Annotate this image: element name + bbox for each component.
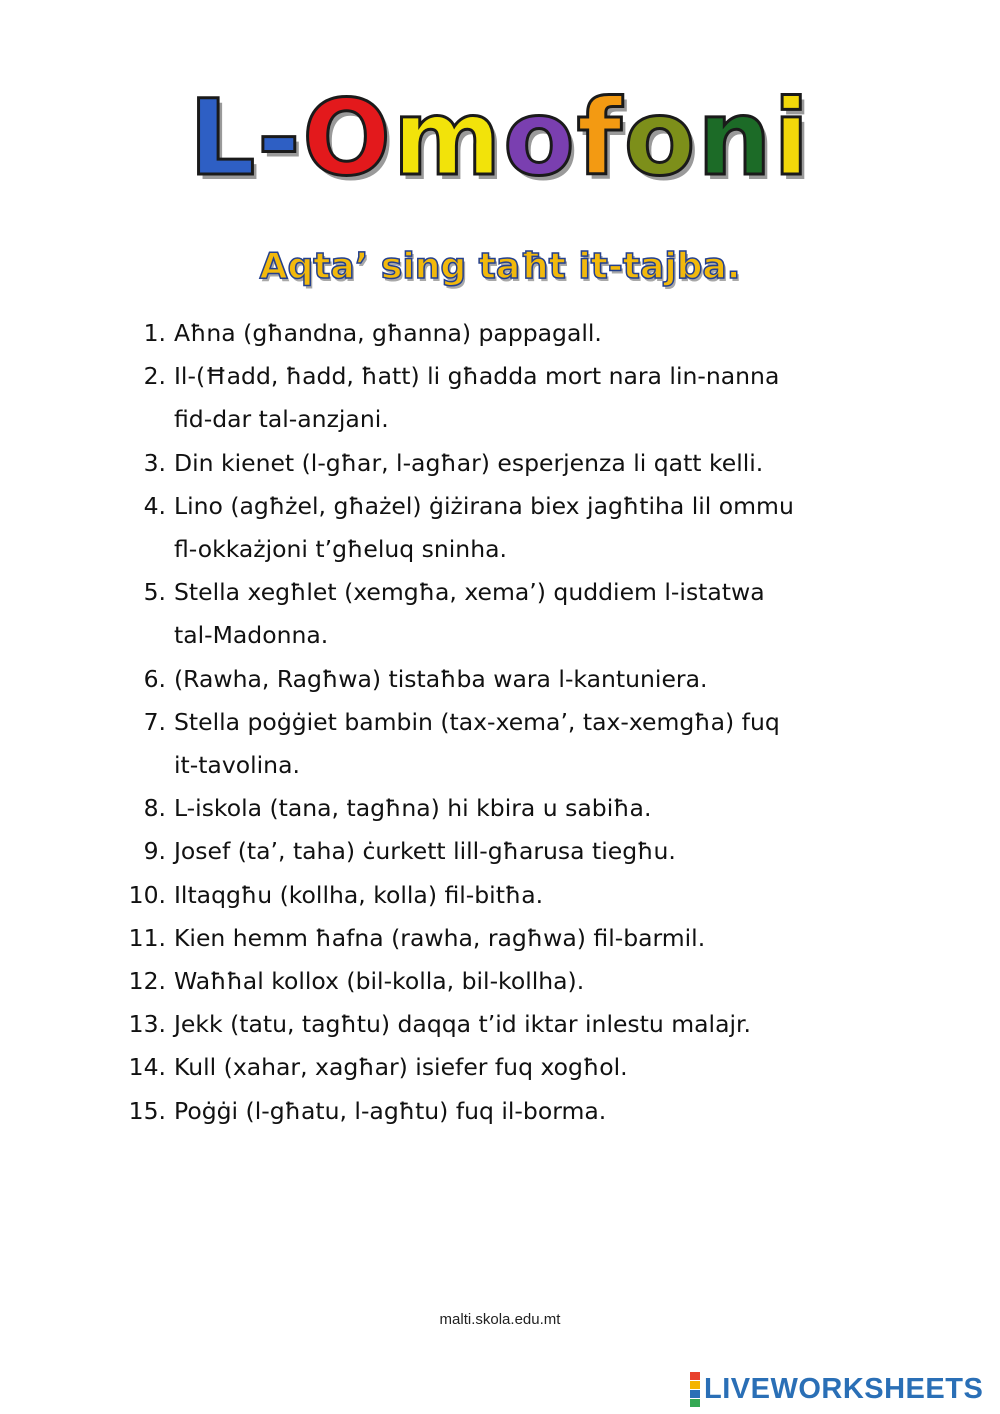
item-text: Lino (agħżel, għażel) ġiżirana biex jagħtiha lil ommu <box>174 491 794 520</box>
item-text: Aħna (għandna, għanna) pappagall. <box>174 319 602 347</box>
item-number: 13. <box>128 1010 166 1039</box>
exercise-item <box>118 1003 878 1046</box>
item-number: 1. <box>143 319 166 347</box>
item-number: 2. <box>143 362 166 391</box>
item-text: Stella xegħlet (xemgħa, xema’) quddiem l-istatwa <box>174 578 765 607</box>
item-text: Kien hemm ħafna (rawha, ragħwa) fil-barmil. <box>174 923 706 952</box>
item-number: 11. <box>128 923 166 952</box>
title-letter: f <box>576 77 624 199</box>
item-text: L-iskola (tana, tagħna) hi kbira u sabiħa. <box>174 794 652 823</box>
exercise-item <box>118 658 878 701</box>
exercise-item <box>118 485 878 528</box>
title-letter: m <box>392 77 504 199</box>
item-text: it-tavolina. <box>174 751 300 780</box>
exercise-item <box>118 960 878 1003</box>
title-letter: o <box>503 77 577 199</box>
liveworksheets-text: LIVEWORKSHEETS <box>704 1372 984 1405</box>
instruction-subtitle: Aqta’ sing taħt it-tajba. <box>259 246 741 287</box>
item-number: 12. <box>128 967 166 996</box>
title-letter: - <box>257 77 303 199</box>
exercise-item-continuation <box>118 614 878 657</box>
logo-square <box>690 1390 700 1398</box>
exercise-item <box>118 312 878 355</box>
exercise-item-continuation <box>118 744 878 787</box>
item-text: (Rawha, Ragħwa) tistaħba wara l-kantuniera. <box>174 664 708 693</box>
item-number: 15. <box>128 1096 166 1125</box>
item-number: 4. <box>143 491 166 520</box>
item-text: Iltaqgħu (kollha, kolla) fil-bitħa. <box>174 880 544 909</box>
exercise-item <box>118 1090 878 1133</box>
item-text: Stella poġġiet bambin (tax-xema’, tax-xemgħa) fuq <box>174 707 780 736</box>
item-number: 10. <box>128 880 166 909</box>
logo-square <box>690 1372 700 1380</box>
exercise-item <box>118 830 878 873</box>
liveworksheets-logo[interactable] <box>690 1372 983 1406</box>
title-letter: L <box>188 77 258 199</box>
item-number: 7. <box>143 707 166 736</box>
item-number: 9. <box>143 837 166 866</box>
exercise-item <box>118 571 878 614</box>
item-number: 6. <box>143 664 166 693</box>
item-text: Il-(Ħadd, ħadd, ħatt) li għadda mort nara lin-nanna <box>174 362 780 391</box>
title-letter: o <box>623 77 698 199</box>
exercise-item <box>118 874 878 917</box>
logo-square <box>690 1399 700 1407</box>
item-text: Din kienet (l-għar, l-agħar) esperjenza li qatt kelli. <box>174 448 764 477</box>
item-text: Josef (ta’, taha) ċurkett lill-għarusa tiegħu. <box>174 837 676 866</box>
exercise-item <box>118 787 878 830</box>
item-text: Jekk (tatu, tagħtu) daqqa t’id iktar inlestu malajr. <box>174 1010 751 1039</box>
exercise-item <box>118 701 878 744</box>
page-title <box>0 78 1000 198</box>
item-number: 3. <box>143 448 166 477</box>
footer-source: malti.skola.edu.mt <box>439 1311 561 1328</box>
item-text: tal-Madonna. <box>174 621 329 650</box>
title-letter: O <box>302 77 393 199</box>
exercise-item-continuation <box>118 398 878 441</box>
item-text: fl-okkażjoni t’għeluq sninha. <box>174 535 507 564</box>
exercise-item <box>118 1046 878 1089</box>
logo-square <box>690 1381 700 1389</box>
item-number: 14. <box>128 1053 166 1082</box>
item-text: fid-dar tal-anzjani. <box>174 405 389 434</box>
exercise-item-continuation <box>118 528 878 571</box>
exercise-item <box>118 917 878 960</box>
item-number: 5. <box>143 578 166 607</box>
item-number: 8. <box>143 794 166 823</box>
exercise-item <box>118 442 878 485</box>
item-text: Waħħal kollox (bil-kolla, bil-kollha). <box>174 967 585 996</box>
title-letter: i <box>773 77 812 199</box>
item-text: Poġġi (l-għatu, l-agħtu) fuq il-borma. <box>174 1096 607 1125</box>
exercise-list <box>118 312 878 1133</box>
liveworksheets-icon <box>690 1372 700 1407</box>
exercise-item <box>118 355 878 398</box>
item-text: Kull (xahar, xagħar) isiefer fuq xogħol. <box>174 1053 628 1082</box>
title-letter: n <box>697 77 774 199</box>
